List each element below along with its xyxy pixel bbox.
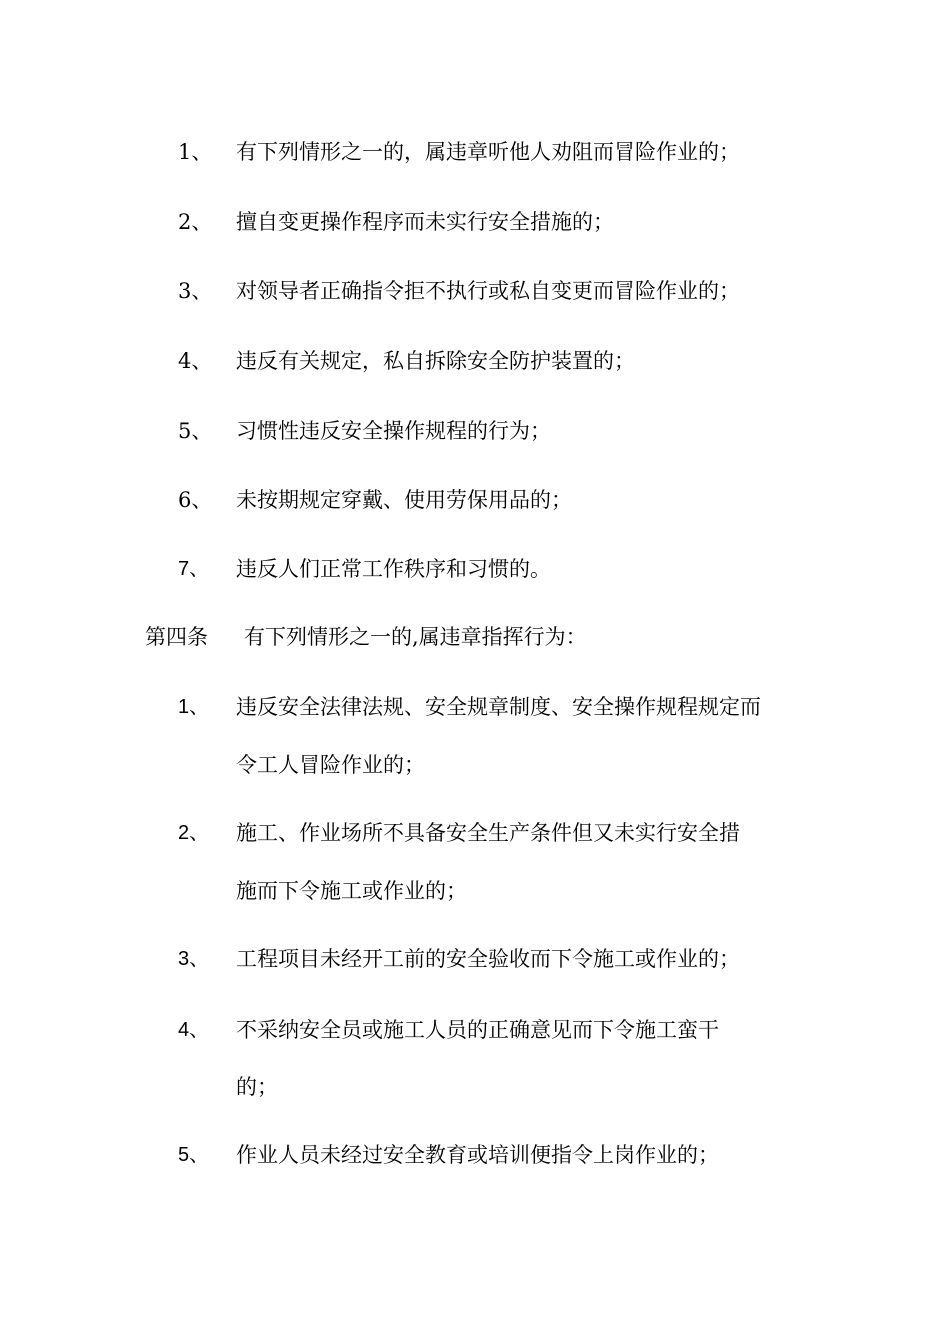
list-item-number: 1、 bbox=[178, 696, 210, 718]
list-item-text: 工程项目未经开工前的安全验收而下令施工或作业的； bbox=[236, 947, 740, 971]
list-item-number: 5、 bbox=[178, 1144, 210, 1166]
list-item-text: 未按期规定穿戴、使用劳保用品的； bbox=[236, 488, 572, 512]
list-item-text: 擅自变更操作程序而未实行安全措施的； bbox=[236, 210, 614, 234]
list-item-number: 3、 bbox=[178, 948, 210, 970]
list-item-number: 1、 bbox=[178, 140, 213, 164]
list-item-text: 违反安全法律法规、安全规章制度、安全操作规程规定而 bbox=[236, 695, 761, 719]
list-item-number: 2、 bbox=[178, 822, 210, 844]
list-item-text: 违反人们正常工作秩序和习惯的。 bbox=[236, 557, 551, 581]
list-item-text: 施工、作业场所不具备安全生产条件但又未实行安全措 bbox=[236, 821, 740, 845]
list-item-number: 6、 bbox=[178, 488, 213, 512]
list-item-number: 3、 bbox=[178, 279, 213, 303]
list-item-text: 违反有关规定，私自拆除安全防护装置的； bbox=[236, 349, 635, 373]
list-item-number: 4、 bbox=[178, 349, 213, 373]
list-item-text: 有下列情形之一的，属违章听他人劝阻而冒险作业的； bbox=[236, 140, 740, 164]
list-item-text-continued: 的； bbox=[236, 1075, 278, 1099]
article-label: 第四条 bbox=[145, 625, 208, 649]
list-item-text: 对领导者正确指令拒不执行或私自变更而冒险作业的； bbox=[236, 279, 740, 303]
list-item-text-continued: 令工人冒险作业的； bbox=[236, 753, 425, 777]
list-item-number: 5、 bbox=[178, 419, 213, 443]
article-text: 有下列情形之一的,属违章指挥行为： bbox=[244, 625, 587, 649]
list-item-number: 2、 bbox=[178, 210, 213, 234]
list-item-text: 作业人员未经过安全教育或培训便指令上岗作业的； bbox=[236, 1143, 719, 1167]
list-item-text-continued: 施而下令施工或作业的； bbox=[236, 879, 467, 903]
list-item-text: 不采纳安全员或施工人员的正确意见而下令施工蛮干 bbox=[236, 1018, 719, 1042]
list-item-number: 7、 bbox=[178, 558, 210, 580]
list-item-number: 4、 bbox=[178, 1019, 210, 1041]
list-item-text: 习惯性违反安全操作规程的行为； bbox=[236, 419, 551, 443]
